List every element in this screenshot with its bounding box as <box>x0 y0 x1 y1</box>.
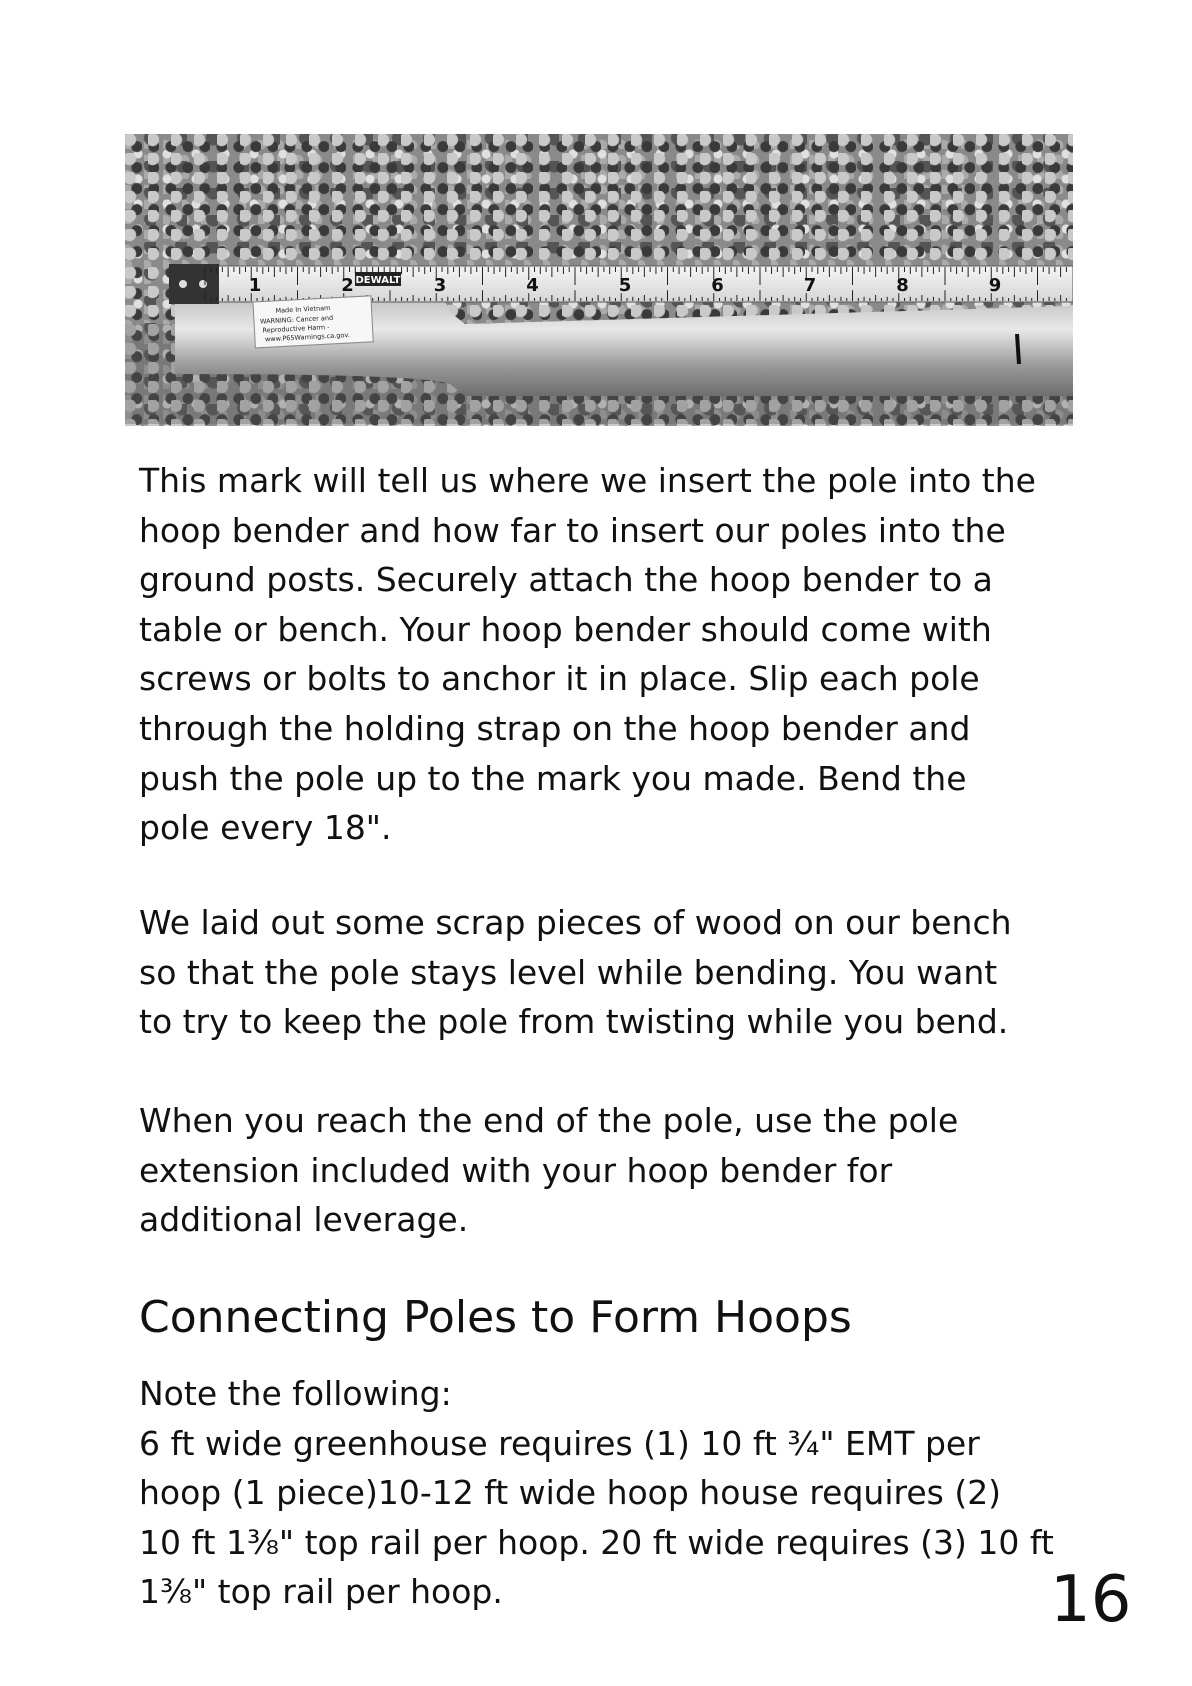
text-line: table or bench. Your hoop bender should come with <box>139 609 992 649</box>
text-line: This mark will tell us where we insert the pole into the <box>139 461 1036 500</box>
text-line: push the pole up to the mark you made. Bend the <box>139 758 967 798</box>
text-line: pole every 18". <box>139 808 392 848</box>
text-line: Note the following: <box>139 1374 452 1413</box>
tape-number: 2 <box>341 275 354 296</box>
paragraph-hoop-requirements <box>139 1369 1089 1617</box>
text-line: extension included with your hoop bender for <box>139 1150 893 1190</box>
text-line: screws or bolts to anchor it in place. Slip each pole <box>139 659 980 699</box>
tape-brand: DEWALT <box>355 275 401 286</box>
text-line: to try to keep the pole from twisting while you bend. <box>139 1002 1009 1042</box>
tape-number: 4 <box>526 275 539 296</box>
text-line: When you reach the end of the pole, use the pole <box>139 1101 959 1140</box>
paragraph-pole-extension <box>139 1096 1089 1245</box>
text-line: additional leverage. <box>139 1200 469 1240</box>
text-line: ground posts. Securely attach the hoop bender to a <box>139 560 993 600</box>
sticker-line-2: WARNING: Cancer and <box>259 313 334 326</box>
tape-number: 5 <box>618 275 632 296</box>
text-line: hoop (1 piece)10-12 ft wide hoop house requires (2) <box>139 1473 1002 1513</box>
tape-number: 3 <box>433 275 447 296</box>
text-line: so that the pole stays level while bending. You want <box>139 952 998 992</box>
tape-number: 9 <box>988 275 1002 296</box>
text-line: 1⅜" top rail per hoop. <box>139 1572 503 1612</box>
tape-number: 7 <box>803 275 817 296</box>
tape-number: 8 <box>896 275 909 296</box>
text-line: 10 ft 1⅜" top rail per hoop. 20 ft wide requires (3) 10 ft <box>139 1522 1054 1562</box>
paragraph-scrap-wood <box>139 898 1089 1047</box>
text-line: through the holding strap on the hoop bender and <box>139 708 971 748</box>
pole-mark <box>1017 334 1019 364</box>
pole-measurement-photo <box>125 134 1073 426</box>
page-number: 16 <box>1050 1563 1132 1637</box>
sticker-line-1: Made In Vietnam <box>275 303 331 315</box>
paragraph-bender-mark <box>139 456 1089 853</box>
pole-and-tape-illustration <box>125 134 1073 426</box>
text-line: 6 ft wide greenhouse requires (1) 10 ft ¾" EMT per <box>139 1423 980 1463</box>
text-line: hoop bender and how far to insert our poles into the <box>139 510 1006 550</box>
section-heading: Connecting Poles to Form Hoops <box>139 1292 852 1343</box>
tape-number: 1 <box>248 275 262 296</box>
text-line: We laid out some scrap pieces of wood on our bench <box>139 903 1012 942</box>
sticker-line-4: www.P65Warnings.ca.gov. <box>264 330 350 344</box>
tape-number: 6 <box>711 275 724 296</box>
sticker-line-3: Reproductive Harm - <box>262 323 330 335</box>
tape-hook <box>169 264 219 304</box>
